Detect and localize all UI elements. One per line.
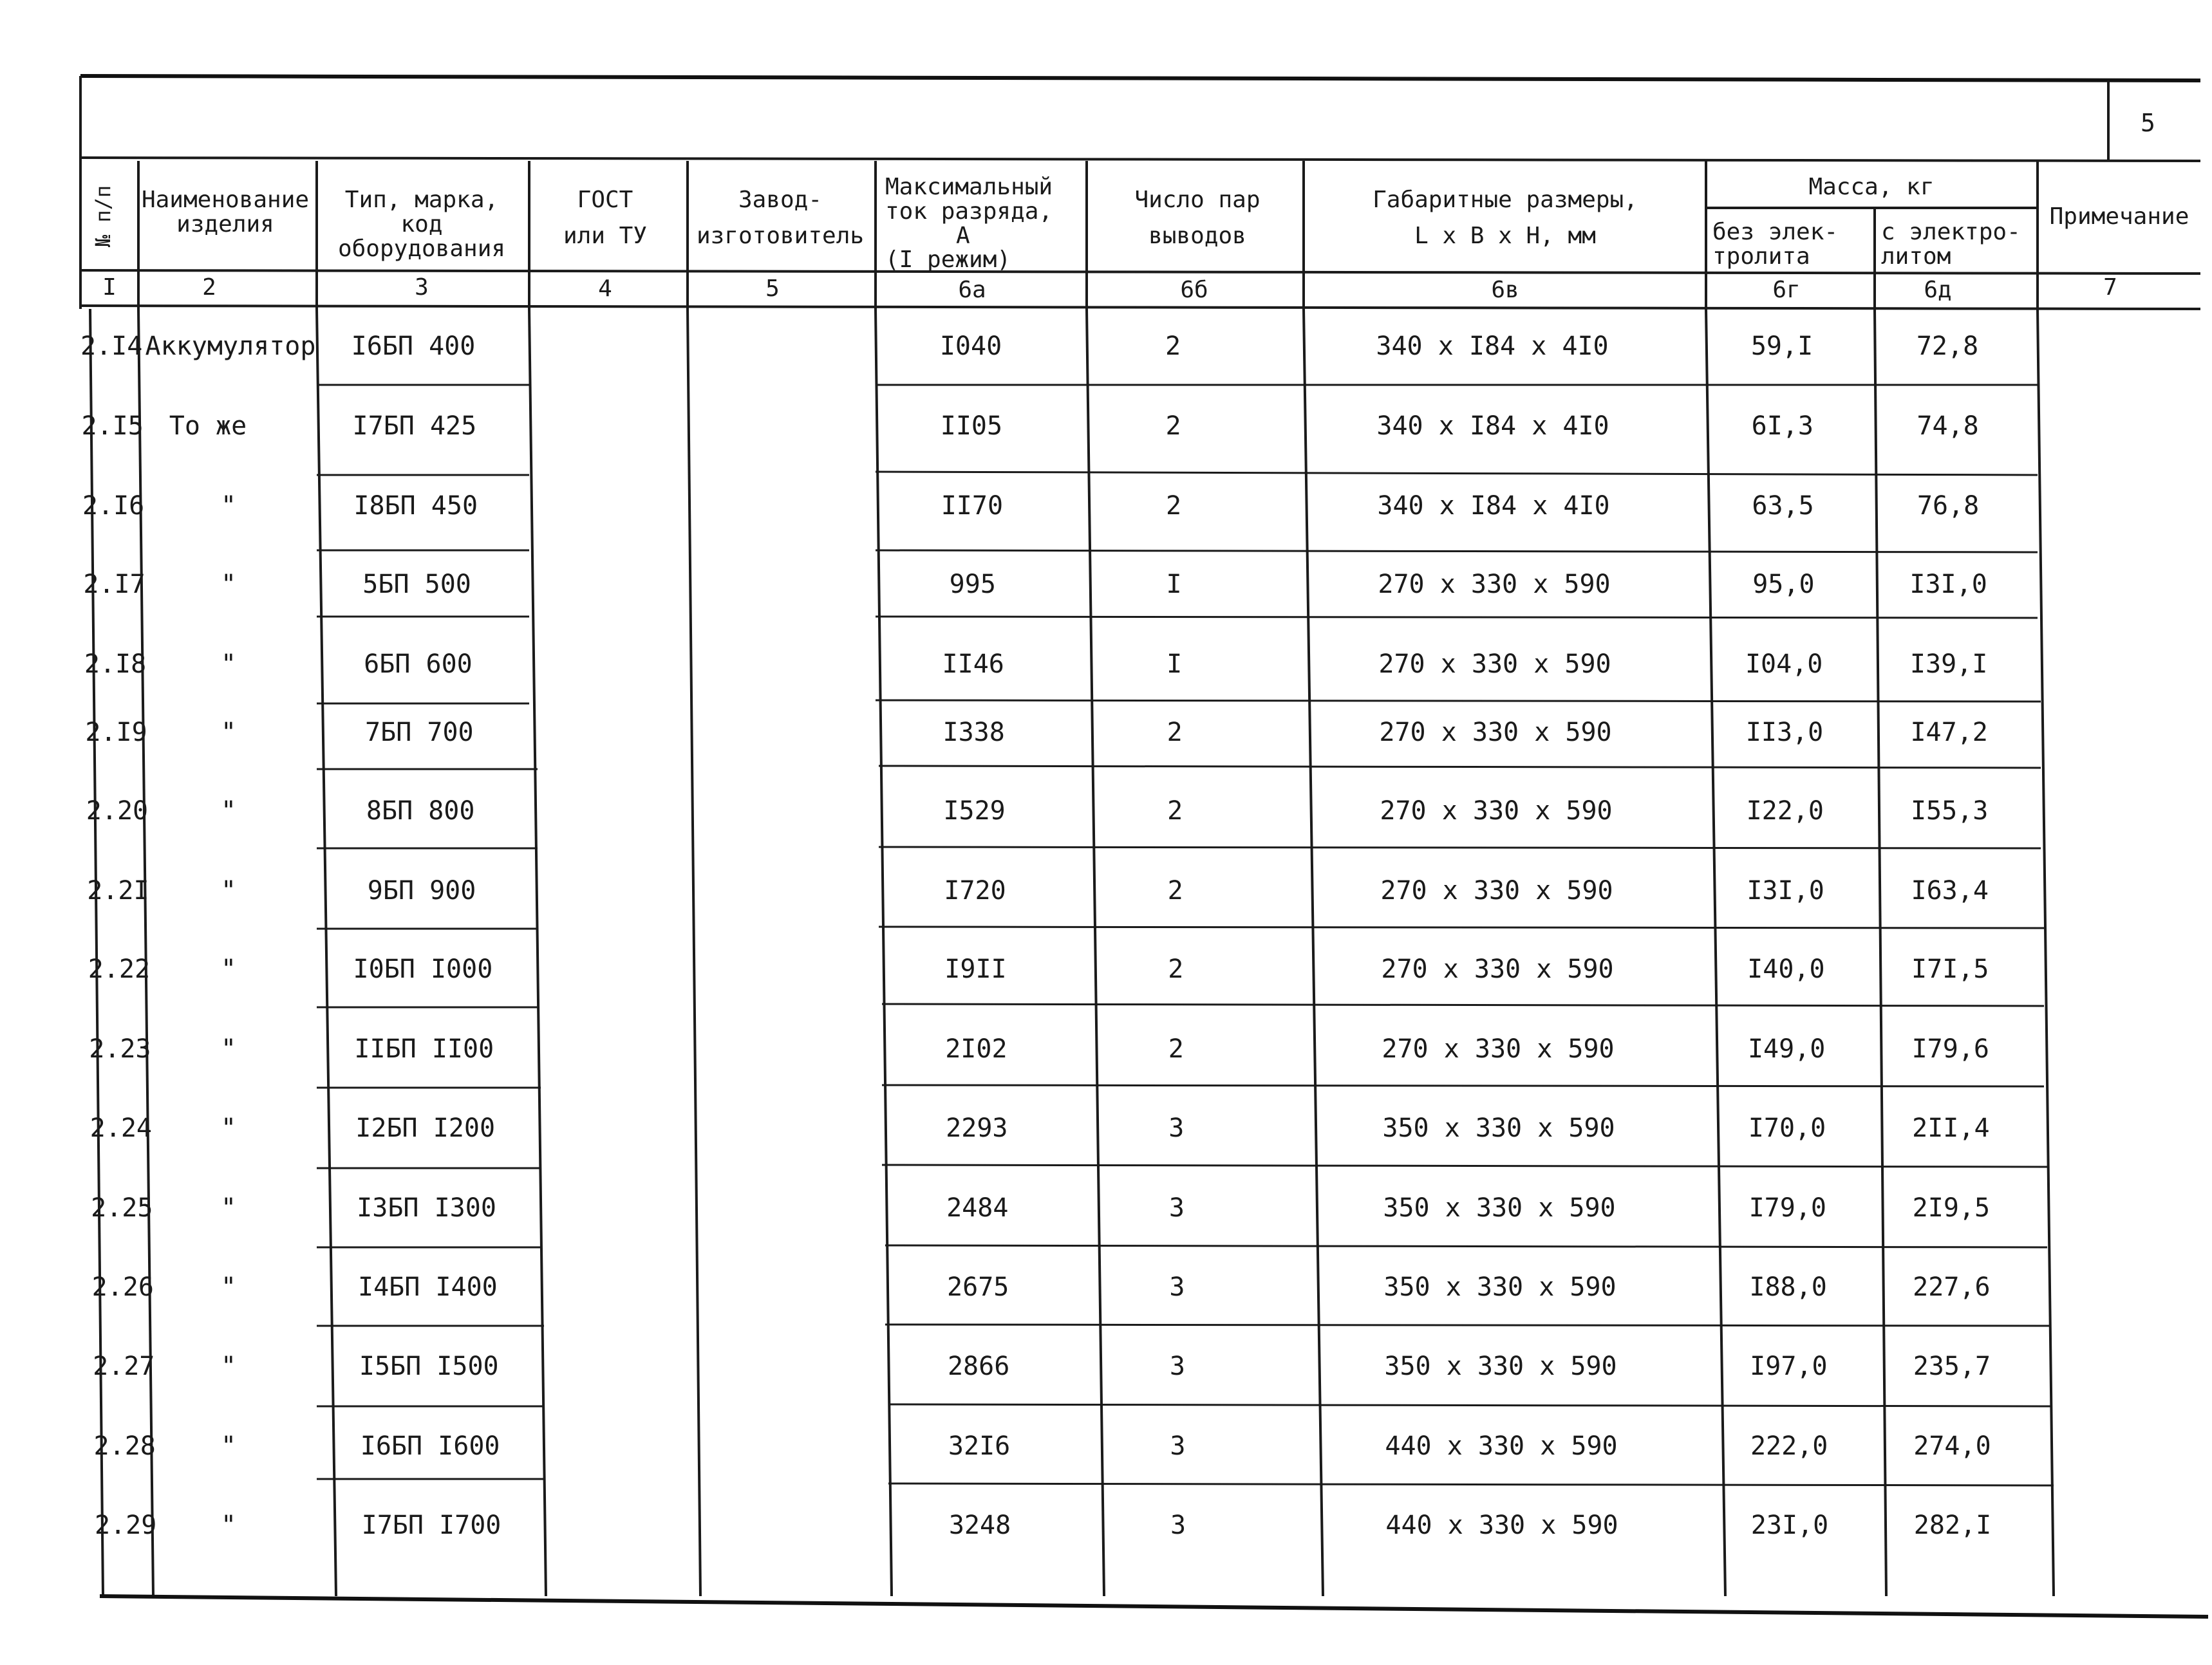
cell-mass-wet: I3I,0 [1909, 570, 1987, 599]
cell-type: 9БП 900 [367, 876, 476, 906]
cell-current: II46 [942, 649, 1004, 679]
header-col-manufacturer [697, 188, 864, 248]
cell-dims: 270 x 330 x 590 [1379, 718, 1612, 747]
cell-no: 2.29 [95, 1511, 157, 1540]
colnum-3: 3 [415, 274, 429, 301]
cell-name: " [220, 1511, 237, 1540]
cell-mass-wet: I39,I [1909, 649, 1988, 679]
header-col-gost-line2: или ТУ [563, 222, 648, 249]
header-col-type-line3: оборудования [337, 235, 506, 262]
cell-dims: 270 x 330 x 590 [1378, 570, 1611, 599]
cell-dims: 270 x 330 x 590 [1382, 1034, 1615, 1064]
cell-mass-dry: I04,0 [1745, 649, 1823, 679]
cell-name: То же [169, 411, 247, 441]
cell-name: " [220, 1352, 237, 1381]
cell-mass-dry: I40,0 [1747, 954, 1825, 984]
colnum-7: 7 [2103, 274, 2117, 301]
colnum-6b: 6б [1180, 277, 1208, 303]
header-col-mass-dry-line1: без элек- [1712, 219, 1839, 245]
header-col-max-current-line3: А [956, 222, 970, 249]
cell-current: II05 [940, 411, 1003, 441]
cell-mass-wet: I55,3 [1910, 796, 1989, 826]
header-col-number: № п/п [91, 185, 116, 248]
header-col-max-current [885, 175, 1053, 272]
cell-mass-dry: I3I,0 [1747, 876, 1824, 906]
cell-mass-dry: 95,0 [1752, 570, 1815, 599]
header-col-mass-wet-line2: литом [1881, 243, 1951, 270]
cell-dims: 350 x 330 x 590 [1384, 1352, 1617, 1381]
cell-pairs: I [1167, 649, 1183, 679]
cell-mass-dry: II3,0 [1745, 718, 1824, 747]
cell-pairs: I [1166, 570, 1182, 599]
header-col-dimensions-line1: Габаритные размеры, [1373, 187, 1638, 213]
page-number: 5 [2141, 109, 2155, 137]
header-col-terminal-pairs-line1: Число пар [1134, 187, 1261, 213]
cell-type: 7БП 700 [365, 718, 474, 747]
cell-pairs: 3 [1168, 1193, 1185, 1223]
header-col-mass-wet-line1: с электро- [1881, 219, 2021, 245]
header-col-name-line1: Наименование [141, 187, 310, 213]
cell-current: I720 [944, 876, 1006, 906]
cell-pairs: 3 [1170, 1511, 1186, 1540]
cell-dims: 270 x 330 x 590 [1378, 649, 1611, 679]
cell-mass-dry: 63,5 [1752, 491, 1814, 521]
cell-no: 2.25 [91, 1193, 153, 1223]
cell-mass-wet: 282,I [1913, 1511, 1992, 1540]
cell-current: I9II [944, 954, 1007, 984]
header-col-manufacturer-line1: Завод- [738, 187, 823, 213]
cell-mass-dry: I88,0 [1749, 1272, 1827, 1302]
cell-no: 2.26 [91, 1272, 154, 1302]
header-col-max-current-line4: (I режим) [885, 246, 1011, 274]
header-col-manufacturer-line2: изготовитель [696, 222, 865, 249]
cell-mass-dry: I49,0 [1747, 1034, 1826, 1064]
cell-mass-wet: 274,0 [1913, 1431, 1991, 1461]
cell-no: 2.I4 [80, 331, 143, 361]
cell-current: 2866 [947, 1352, 1010, 1381]
cell-dims: 270 x 330 x 590 [1380, 876, 1613, 906]
cell-current: I040 [939, 331, 1002, 361]
cell-no: 2.27 [93, 1352, 155, 1381]
cell-name: " [220, 876, 237, 906]
cell-current: I338 [942, 718, 1005, 747]
cell-dims: 270 x 330 x 590 [1380, 796, 1613, 826]
header-col-type-line1: Тип, марка, [344, 187, 499, 213]
cell-pairs: 2 [1167, 876, 1183, 906]
header-col-name-line2: изделия [176, 210, 274, 237]
header-col-mass: Масса, кг [1808, 174, 1935, 200]
colnum-6a: 6а [958, 277, 986, 303]
colnum-1: I [102, 274, 117, 301]
cell-dims: 350 x 330 x 590 [1383, 1272, 1617, 1302]
header-col-type [338, 188, 505, 261]
cell-mass-wet: 74,8 [1917, 411, 1979, 441]
cell-no: 2.22 [88, 954, 151, 984]
cell-no: 2.I9 [85, 718, 147, 747]
cell-pairs: 2 [1168, 1034, 1184, 1064]
cell-mass-dry: 222,0 [1750, 1431, 1828, 1461]
cell-type: 8БП 800 [366, 796, 475, 826]
cell-pairs: 2 [1167, 718, 1183, 747]
cell-mass-wet: 76,8 [1917, 491, 1980, 521]
colnum-6d: 6д [1924, 277, 1952, 303]
cell-pairs: 2 [1165, 411, 1181, 441]
cell-no: 2.I7 [83, 570, 145, 599]
cell-pairs: 3 [1170, 1431, 1186, 1461]
cell-current: 2I02 [945, 1034, 1008, 1064]
cell-mass-dry: I22,0 [1746, 796, 1824, 826]
cell-current: 3248 [948, 1511, 1011, 1540]
cell-no: 2.I6 [82, 491, 145, 521]
colnum-6g: 6г [1772, 277, 1801, 303]
cell-pairs: 2 [1168, 954, 1184, 984]
header-col-dimensions [1373, 188, 1638, 248]
cell-type: I5БП I500 [359, 1352, 499, 1381]
cell-pairs: 2 [1167, 796, 1183, 826]
cell-mass-wet: 72,8 [1916, 331, 1979, 361]
cell-mass-wet: I7I,5 [1911, 954, 1989, 984]
cell-no: 2.23 [89, 1034, 151, 1064]
cell-pairs: 2 [1166, 491, 1182, 521]
cell-current: 995 [949, 570, 996, 599]
cell-name: " [220, 1034, 237, 1064]
cell-mass-dry: 6I,3 [1751, 411, 1814, 441]
header-col-max-current-line1: Максимальный [885, 174, 1053, 200]
cell-type: I4БП I400 [358, 1272, 498, 1302]
cell-current: II70 [941, 491, 1004, 521]
cell-pairs: 3 [1169, 1272, 1185, 1302]
cell-mass-wet: I63,4 [1911, 876, 1989, 906]
header-col-terminal-pairs-line2: выводов [1148, 222, 1246, 249]
cell-dims: 350 x 330 x 590 [1383, 1193, 1616, 1223]
cell-no: 2.20 [86, 796, 149, 826]
cell-no: 2.2I [87, 876, 149, 906]
cell-name: " [220, 1193, 237, 1223]
cell-mass-wet: I79,6 [1911, 1034, 1990, 1064]
cell-mass-dry: I70,0 [1748, 1113, 1826, 1143]
header-col-terminal-pairs [1134, 188, 1260, 248]
cell-pairs: 3 [1169, 1352, 1185, 1381]
header-col-type-line2: код [400, 210, 443, 237]
cell-type: I6БП 400 [351, 331, 476, 361]
cell-mass-wet: 2II,4 [1912, 1113, 1990, 1143]
cell-mass-wet: I47,2 [1910, 718, 1988, 747]
header-col-name [142, 188, 309, 237]
cell-name: " [220, 796, 237, 826]
cell-type: I8БП 450 [353, 491, 478, 521]
header-col-gost [563, 188, 647, 248]
header-col-max-current-line2: ток разряда, [885, 198, 1053, 225]
cell-current: 32I6 [948, 1431, 1011, 1461]
cell-name: " [220, 649, 237, 679]
cell-name: " [220, 1431, 237, 1461]
cell-mass-wet: 2I9,5 [1912, 1193, 1991, 1223]
cell-no: 2.I8 [84, 649, 147, 679]
cell-dims: 340 x I84 x 4I0 [1377, 491, 1610, 521]
header-col-gost-line1: ГОСТ [577, 187, 633, 213]
header-col-dimensions-line2: L x B x H, мм [1414, 222, 1596, 249]
cell-dims: 350 x 330 x 590 [1382, 1113, 1615, 1143]
cell-mass-wet: 235,7 [1913, 1352, 1991, 1381]
cell-type: I7БП I700 [361, 1511, 501, 1540]
cell-mass-dry: I97,0 [1750, 1352, 1828, 1381]
cell-current: 2293 [946, 1113, 1008, 1143]
colnum-6v: 6в [1491, 277, 1519, 303]
cell-name: " [220, 718, 237, 747]
cell-type: 6БП 600 [364, 649, 473, 679]
cell-mass-dry: 59,I [1750, 331, 1814, 361]
cell-current: I529 [943, 796, 1006, 826]
cell-no: 2.I5 [81, 411, 144, 441]
cell-dims: 340 x I84 x 4I0 [1376, 331, 1609, 361]
cell-type: I0БП I000 [353, 954, 493, 984]
cell-pairs: 2 [1165, 331, 1181, 361]
cell-type: I7БП 425 [352, 411, 477, 441]
cell-type: I6БП I600 [360, 1431, 500, 1461]
cell-name: " [220, 1113, 237, 1143]
cell-dims: 340 x I84 x 4I0 [1376, 411, 1609, 441]
header-col-mass-dry-line2: тролита [1712, 243, 1810, 270]
colnum-4: 4 [598, 275, 612, 302]
cell-pairs: 3 [1168, 1113, 1185, 1143]
cell-mass-dry: I79,0 [1748, 1193, 1827, 1223]
cell-type: I3БП I300 [357, 1193, 496, 1223]
cell-type: IIБП II00 [354, 1034, 494, 1064]
cell-name: " [220, 491, 237, 521]
cell-mass-wet: 227,6 [1913, 1272, 1991, 1302]
cell-current: 2484 [946, 1193, 1009, 1223]
cell-type: I2БП I200 [355, 1113, 496, 1143]
cell-no: 2.28 [93, 1431, 156, 1461]
header-col-note: Примечание [2049, 203, 2189, 230]
cell-dims: 270 x 330 x 590 [1381, 954, 1614, 984]
cell-name: Аккумулятор [145, 331, 316, 361]
cell-name: " [220, 1272, 237, 1302]
cell-name: " [220, 954, 237, 984]
cell-current: 2675 [947, 1272, 1009, 1302]
colnum-5: 5 [765, 275, 780, 302]
cell-dims: 440 x 330 x 590 [1385, 1431, 1618, 1461]
header-col-mass-wet [1881, 220, 2021, 269]
cell-dims: 440 x 330 x 590 [1385, 1511, 1618, 1540]
header-col-mass-dry [1712, 220, 1838, 269]
cell-mass-dry: 23I,0 [1750, 1511, 1829, 1540]
cell-name: " [220, 570, 237, 599]
cell-type: 5БП 500 [362, 570, 471, 599]
cell-no: 2.24 [89, 1113, 152, 1143]
colnum-2: 2 [202, 274, 216, 301]
